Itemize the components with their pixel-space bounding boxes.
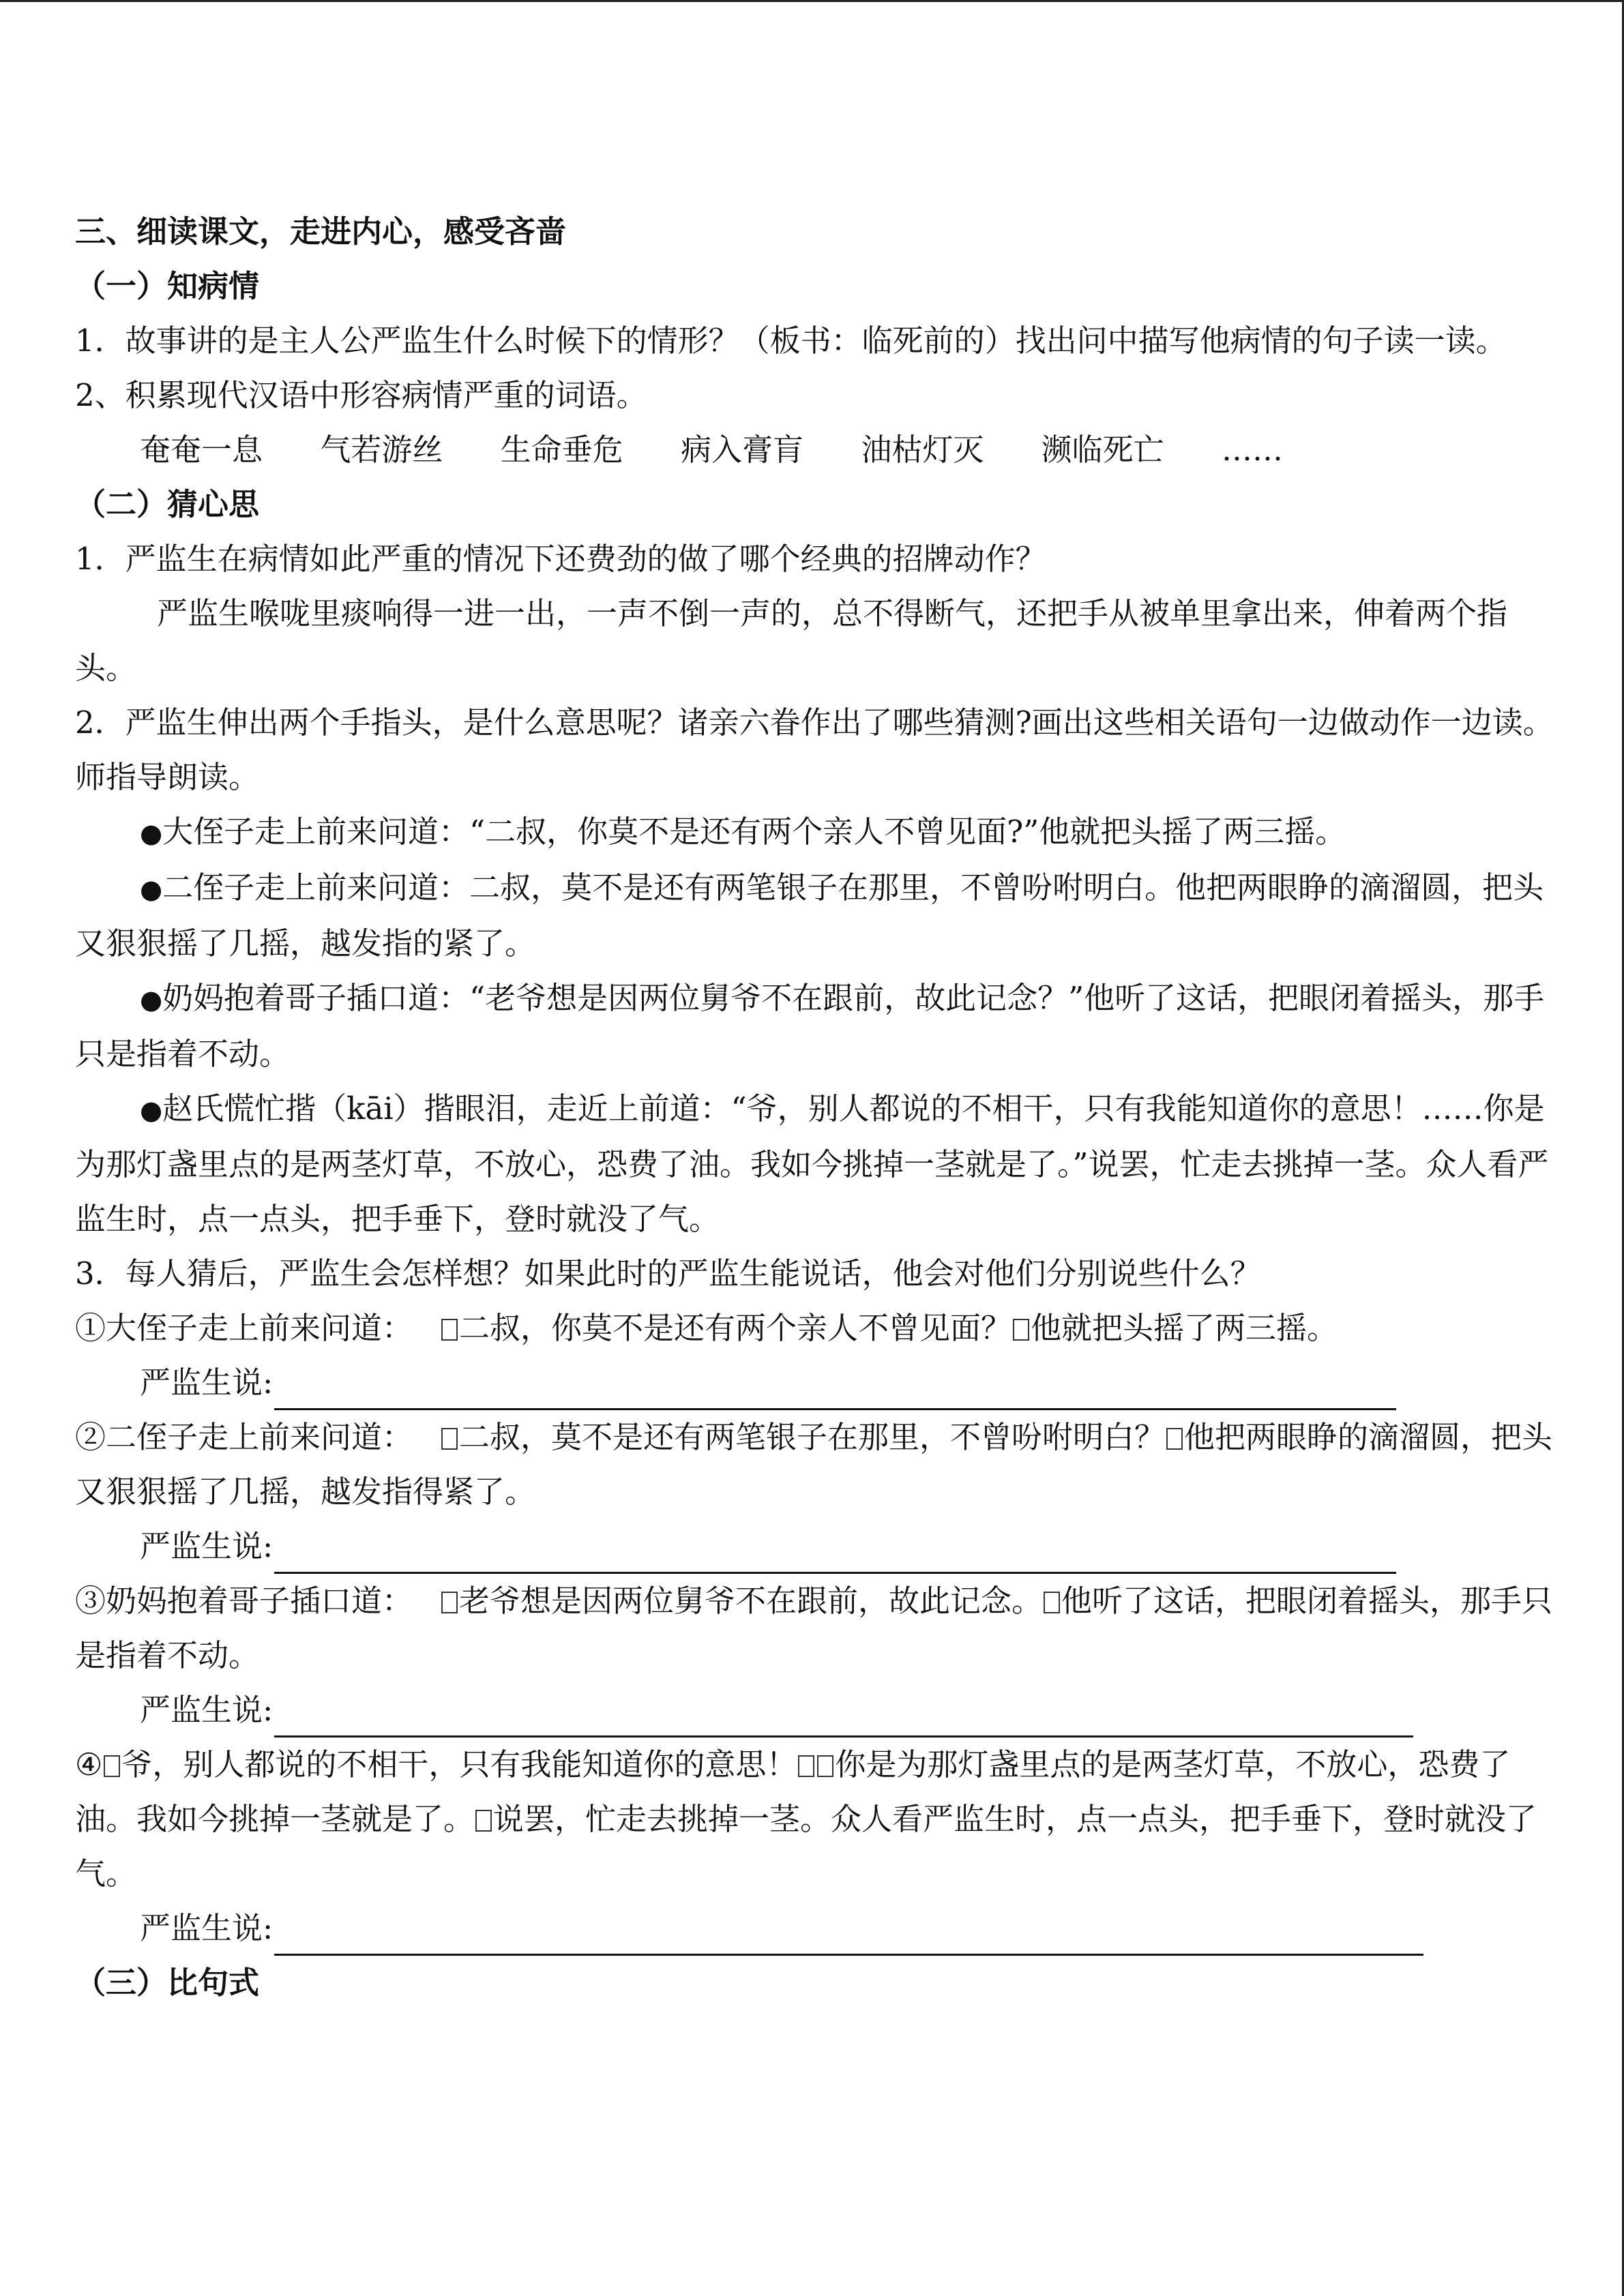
item-lead: ②二侄子走上前来问道： bbox=[75, 1419, 413, 1455]
item-lead: ④ bbox=[75, 1746, 103, 1783]
missing-glyph-icon bbox=[475, 1810, 492, 1832]
missing-glyph-icon bbox=[441, 1319, 458, 1341]
part2-question-1: 1．严监生在病情如此严重的情况下还费劲的做了哪个经典的招牌动作？ bbox=[75, 541, 1046, 577]
answer-label: 严监生说: bbox=[140, 1692, 274, 1728]
exercise-item-4 bbox=[75, 1738, 1562, 1901]
vocab-word: 气若游丝 bbox=[320, 432, 443, 468]
guess-text: 二侄子走上前来问道：二叔，莫不是还有两笔银子在那里，不曾吩咐明白。他把两眼睁的滴溜圆，把头又狠狠摇了几摇，越发指的紧了。 bbox=[75, 869, 1544, 961]
vocab-word: 生命垂危 bbox=[500, 432, 623, 468]
part1-question-2: 2、积累现代汉语中形容病情严重的词语。 bbox=[75, 377, 647, 413]
answer-label: 严监生说: bbox=[140, 1528, 274, 1564]
page-border-top bbox=[0, 0, 1624, 2]
part2-question-2: 2．严监生伸出两个手指头，是什么意思呢？诸亲六眷作出了哪些猜测?画出这些相关语句一边做动作一边读。师指导朗读。 bbox=[75, 704, 1554, 795]
part2-question-3: 3．每人猜后，严监生会怎样想？如果此时的严监生能说话，他会对他们分别说些什么？ bbox=[75, 1255, 1261, 1292]
item-quote: 爷，别人都说的不相干，只有我能知道你的意思！ bbox=[121, 1746, 797, 1783]
answer-blank-3[interactable] bbox=[274, 1700, 1413, 1738]
answer-row-1 bbox=[75, 1356, 1562, 1410]
item-quote: 老爷想是因两位舅爷不在跟前，故此记念。 bbox=[459, 1583, 1043, 1619]
answer-label: 严监生说: bbox=[140, 1365, 274, 1401]
guess-text: 赵氏慌忙揩（kāi）揩眼泪，走近上前道：“爷，别人都说的不相干，只有我能知道你的意思！……你是为那灯盏里点的是两茎灯草，不放心，恐费了油。我如今挑掉一茎就是了。”说罢，忙走去挑掉一茎。众人看严监生时，点一点头，把手垂下，登时就没了气。 bbox=[75, 1090, 1549, 1237]
answer-blank-2[interactable] bbox=[274, 1536, 1396, 1574]
part1-question-1: 1．故事讲的是主人公严监生什么时候下的情形？（板书：临死前的）找出问中描写他病情的句子读一读。 bbox=[75, 323, 1507, 359]
part3-title: （三）比句式 bbox=[75, 1965, 260, 2001]
item-tail: 他把两眼睁的滴溜圆，把头又狠狠摇了几摇，越发指得紧了。 bbox=[75, 1419, 1553, 1510]
part1-title: （一）知病情 bbox=[75, 268, 260, 304]
missing-glyph-icon bbox=[104, 1755, 120, 1777]
vocab-list bbox=[75, 423, 1562, 477]
item-lead: ①大侄子走上前来问道： bbox=[75, 1310, 413, 1346]
vocab-word: 濒临死亡 bbox=[1041, 432, 1164, 468]
bullet-icon: ● bbox=[140, 985, 163, 1015]
answer-blank-1[interactable] bbox=[274, 1373, 1396, 1410]
bullet-icon: ● bbox=[140, 874, 163, 904]
guess-paragraph bbox=[75, 971, 1562, 1082]
vocab-ellipsis: …… bbox=[1221, 432, 1283, 468]
guess-paragraph bbox=[75, 1082, 1562, 1247]
missing-glyph-icon bbox=[1166, 1428, 1183, 1450]
vocab-word: 病入膏肓 bbox=[680, 432, 803, 468]
item-tail: 他听了这话，把眼闭着摇头，那手只是指着不动。 bbox=[75, 1583, 1553, 1673]
answer-row-3 bbox=[75, 1683, 1562, 1738]
item-quote: 你是为那灯盏里点的是两茎灯草，不放心，恐费了油。我如今挑掉一茎就是了。 bbox=[75, 1746, 1511, 1837]
part2-title: （二）猜心思 bbox=[75, 486, 260, 522]
guess-paragraph bbox=[75, 861, 1562, 971]
item-tail: 说罢，忙走去挑掉一茎。众人看严监生时，点一点头，把手垂下，登时就没了气。 bbox=[75, 1801, 1537, 1892]
bullet-icon: ● bbox=[140, 1095, 163, 1125]
missing-glyph-icon bbox=[441, 1592, 458, 1613]
item-quote: 二叔，莫不是还有两笔银子在那里，不曾吩咐明白？ bbox=[459, 1419, 1166, 1455]
item-tail: 他就把头摇了两三摇。 bbox=[1031, 1310, 1338, 1346]
answer-row-2 bbox=[75, 1519, 1562, 1574]
missing-glyph-icon bbox=[1013, 1319, 1029, 1341]
section-heading: 三、细读课文，走进内心，感受吝啬 bbox=[75, 213, 567, 250]
answer-row-4 bbox=[75, 1901, 1562, 1956]
answer-blank-4[interactable] bbox=[274, 1918, 1423, 1956]
bullet-icon: ● bbox=[140, 818, 163, 848]
missing-glyph-icon bbox=[1044, 1592, 1060, 1613]
exercise-item-3 bbox=[75, 1574, 1562, 1683]
missing-glyph-icon bbox=[441, 1428, 458, 1450]
guess-text: 大侄子走上前来问道：“二叔，你莫不是还有两个亲人不曾见面?”他就把头摇了两三摇。 bbox=[162, 814, 1346, 850]
guess-paragraph bbox=[75, 805, 1562, 861]
missing-glyph-icon bbox=[817, 1755, 833, 1777]
answer-label: 严监生说: bbox=[140, 1910, 274, 1946]
item-quote: 二叔，你莫不是还有两个亲人不曾见面？ bbox=[459, 1310, 1012, 1346]
item-lead: ③奶妈抱着哥子插口道： bbox=[75, 1583, 413, 1619]
exercise-item-1 bbox=[75, 1301, 1562, 1356]
guess-text: 奶妈抱着哥子插口道：“老爷想是因两位舅爷不在跟前，故此记念？”他听了这话，把眼闭着摇头，那手只是指着不动。 bbox=[75, 980, 1545, 1072]
exercise-item-2 bbox=[75, 1410, 1562, 1519]
document-body bbox=[75, 205, 1562, 2010]
vocab-word: 奄奄一息 bbox=[140, 432, 263, 468]
missing-glyph-icon bbox=[798, 1755, 814, 1777]
part2-quote: 严监生喉咙里痰响得一进一出，一声不倒一声的，总不得断气，还把手从被单里拿出来，伸着两个指头。 bbox=[75, 595, 1508, 686]
vocab-word: 油枯灯灭 bbox=[861, 432, 984, 468]
